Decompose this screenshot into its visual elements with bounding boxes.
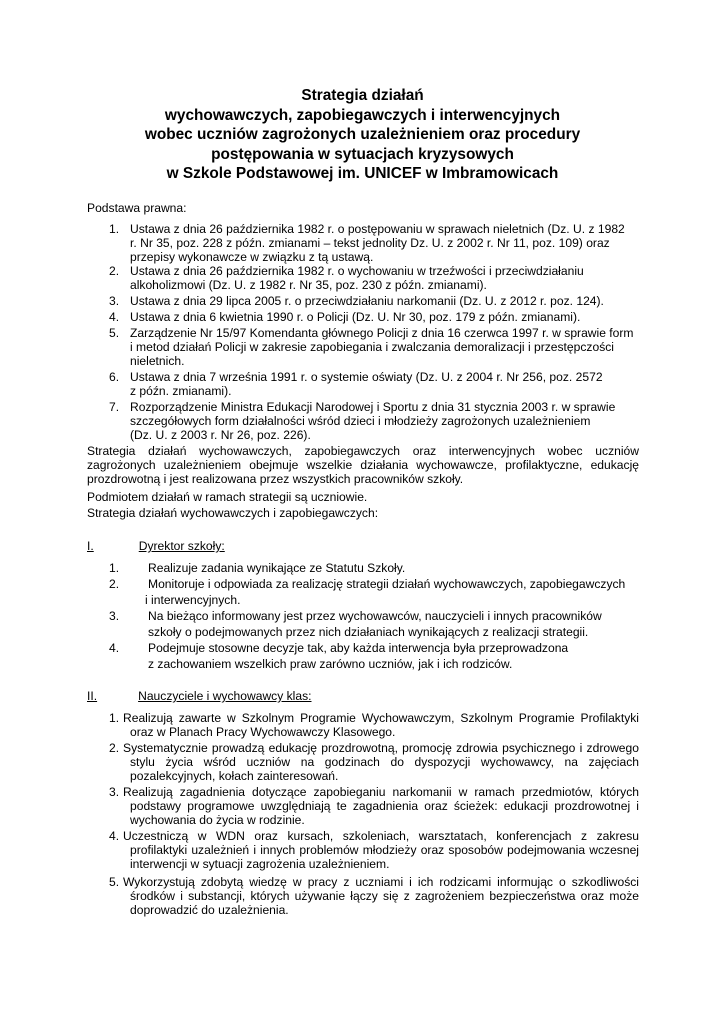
item-line: Systematycznie prowadzą edukację prozdrowotną, promocję zdrowia psychicznego i zdrowego bbox=[123, 741, 639, 755]
item-line: r. Nr 35, poz. 228 z późn. zmianami – tekst jednolity Dz. U. z 2002 r. Nr 11, poz. 109) oraz bbox=[130, 236, 610, 250]
paragraph-line: Strategia działań wychowawczych, zapobiegawczych oraz interwencyjnych wobec uczniów bbox=[87, 444, 639, 458]
item-number: 3. bbox=[109, 609, 120, 623]
title-line: wobec uczniów zagrożonych uzależnieniem oraz procedury bbox=[144, 126, 581, 143]
section-title: Nauczyciele i wychowawcy klas: bbox=[138, 689, 312, 703]
item-number: 6. bbox=[109, 370, 120, 384]
item-line: wychowania do życia w rodzinie. bbox=[130, 812, 305, 827]
item-line: przepisy wykonawcze w związku z tą ustawą. bbox=[130, 250, 374, 264]
item-number: 1. bbox=[109, 561, 120, 575]
section-title: Dyrektor szkoły: bbox=[138, 539, 225, 553]
item-number: 4. bbox=[109, 641, 120, 655]
item-line: profilaktyki uzależnień i innych problemów młodzieży oraz sposobów podejmowania wczesnej bbox=[130, 843, 639, 857]
item-line: pozalekcyjnych, kołach zainteresowań. bbox=[130, 768, 339, 783]
item-line: Na bieżąco informowany jest przez wychowawców, nauczycieli i innych pracowników bbox=[148, 609, 602, 623]
item-line: podstawy programowe uwzględniają te zagadnienia oraz ścieżek: edukacji prozdrowotnej i bbox=[130, 799, 639, 813]
item-line: Ustawa z dnia 26 października 1982 r. o postępowaniu w sprawach nieletnich (Dz. U. z 1982 bbox=[130, 222, 625, 236]
item-text bbox=[123, 830, 639, 844]
item-text bbox=[130, 844, 639, 872]
item-line: Realizują zagadnienia dotyczące zapobieganiu narkomanii w ramach przedmiotów, których bbox=[123, 785, 639, 799]
title-line: wychowawczych, zapobiegawczych i interwencyjnych bbox=[164, 106, 561, 124]
item-line: Ustawa z dnia 29 lipca 2005 r. o przeciwdziałaniu narkomanii (Dz. U. z 2012 r. poz. 124). bbox=[130, 294, 604, 308]
item-line: interwencji w sytuacji zagrożenia uzależnieniem. bbox=[130, 856, 390, 871]
item-line: nieletnich. bbox=[130, 354, 185, 368]
intro-paragraph bbox=[87, 445, 639, 487]
subject-line: Podmiotem działań w ramach strategii są uczniowie. bbox=[87, 490, 368, 504]
section-numeral: I. bbox=[87, 539, 94, 553]
title-line: w Szkole Podstawowej im. UNICEF w Imbramowicach bbox=[166, 165, 559, 182]
item-number: 7. bbox=[109, 400, 120, 414]
item-line: Realizują zawarte w Szkolnym Programie Wychowawczym, Szkolnym Programie Profilaktyki bbox=[123, 711, 639, 725]
strategy-line: Strategia działań wychowawczych i zapobiegawczych: bbox=[87, 506, 379, 520]
item-line: szkoły o podejmowanych przez nich działaniach wynikających z realizacji strategii. bbox=[148, 625, 589, 639]
item-line: Uczestniczą w WDN oraz kursach, szkoleniach, warsztatach, konferencjach z zakresu bbox=[123, 829, 639, 843]
item-line: Monitoruje i odpowiada za realizację strategii działań wychowawczych, zapobiegawczych bbox=[148, 577, 626, 591]
item-line: stylu życia wśród uczniów na godzinach do dyspozycji wychowawcy, na zajęciach bbox=[130, 755, 639, 769]
item-number: 5. bbox=[109, 326, 120, 340]
title-line: Strategia działań bbox=[301, 87, 424, 104]
item-line: z późn. zmianami). bbox=[130, 384, 232, 398]
paragraph-line: prozdrowotną i jest realizowana przez wszystkich pracowników szkoły. bbox=[87, 471, 464, 486]
item-line: Realizuje zadania wynikające ze Statutu Szkoły. bbox=[148, 561, 406, 575]
section-heading bbox=[87, 690, 312, 704]
item-text bbox=[130, 800, 639, 828]
item-line: Rozporządzenie Ministra Edukacji Narodowej i Sportu z dnia 31 stycznia 2003 r. w sprawie bbox=[130, 400, 616, 414]
item-line: alkoholizmowi (Dz. U. z 1982 r. Nr 35, poz. 230 z późn. zmianami). bbox=[130, 278, 487, 292]
item-number: 4. bbox=[109, 829, 120, 843]
item-number: 1. bbox=[109, 711, 120, 725]
item-line: z zachowaniem wszelkich praw zarówno uczniów, jak i ich rodziców. bbox=[148, 657, 513, 671]
item-number: 5. bbox=[109, 875, 120, 889]
item-text bbox=[123, 742, 639, 756]
item-line: (Dz. U. z 2003 r. Nr 26, poz. 226). bbox=[130, 428, 311, 442]
document-title bbox=[60, 86, 665, 184]
item-text bbox=[123, 876, 639, 890]
item-line: Ustawa z dnia 26 października 1982 r. o wychowaniu w trzeźwości i przeciwdziałaniu bbox=[130, 264, 584, 278]
item-line: Podejmuje stosowne decyzje tak, aby każda interwencja była przeprowadzona bbox=[148, 641, 569, 655]
item-line: i interwencyjnych. bbox=[145, 593, 241, 607]
item-text bbox=[130, 756, 639, 784]
legal-basis-heading: Podstawa prawna: bbox=[87, 201, 187, 215]
item-number: 4. bbox=[109, 310, 120, 324]
item-number: 3. bbox=[109, 294, 120, 308]
section-heading bbox=[87, 540, 225, 554]
item-text bbox=[123, 786, 639, 800]
title-line: postępowania w sytuacjach kryzysowych bbox=[211, 145, 514, 163]
item-number: 1. bbox=[109, 222, 120, 236]
item-line: Wykorzystują zdobytą wiedzę w pracy z uczniami i ich rodzicami informując o szkodliwości bbox=[123, 875, 639, 889]
item-line: doprowadzić do uzależnienia. bbox=[130, 902, 289, 917]
item-line: szczegółowych form działalności wśród dzieci i młodzieży zagrożonych uzależnieniem bbox=[130, 414, 591, 428]
item-line: Ustawa z dnia 7 września 1991 r. o systemie oświaty (Dz. U. z 2004 r. Nr 256, poz. 2572 bbox=[130, 370, 603, 384]
item-number: 2. bbox=[109, 264, 120, 278]
item-line: Ustawa z dnia 6 kwietnia 1990 r. o Policji (Dz. U. Nr 30, poz. 179 z późn. zmianami). bbox=[130, 310, 581, 324]
item-text bbox=[123, 712, 639, 726]
paragraph-line: zagrożonych uzależnieniem obejmuje wszelkie działania wychowawcze, profilaktyczne, edukację bbox=[87, 457, 639, 472]
item-number: 2. bbox=[109, 577, 120, 591]
item-line: i metod działań Policji w zakresie zapobiegania i zwalczania demoralizacji i przestępczości bbox=[130, 340, 614, 354]
item-text bbox=[130, 890, 639, 918]
item-line: Zarządzenie Nr 15/97 Komendanta głównego Policji z dnia 16 czerwca 1997 r. w sprawie form bbox=[130, 326, 634, 340]
item-number: 2. bbox=[109, 741, 120, 755]
item-number: 3. bbox=[109, 785, 120, 799]
section-numeral: II. bbox=[87, 689, 98, 703]
item-line: środków i substancji, których używanie łączy się z zagrożeniem bezpieczeństwa oraz może bbox=[130, 889, 639, 903]
item-line: oraz w Planach Pracy Wychowawczy Klasowego. bbox=[130, 725, 396, 739]
